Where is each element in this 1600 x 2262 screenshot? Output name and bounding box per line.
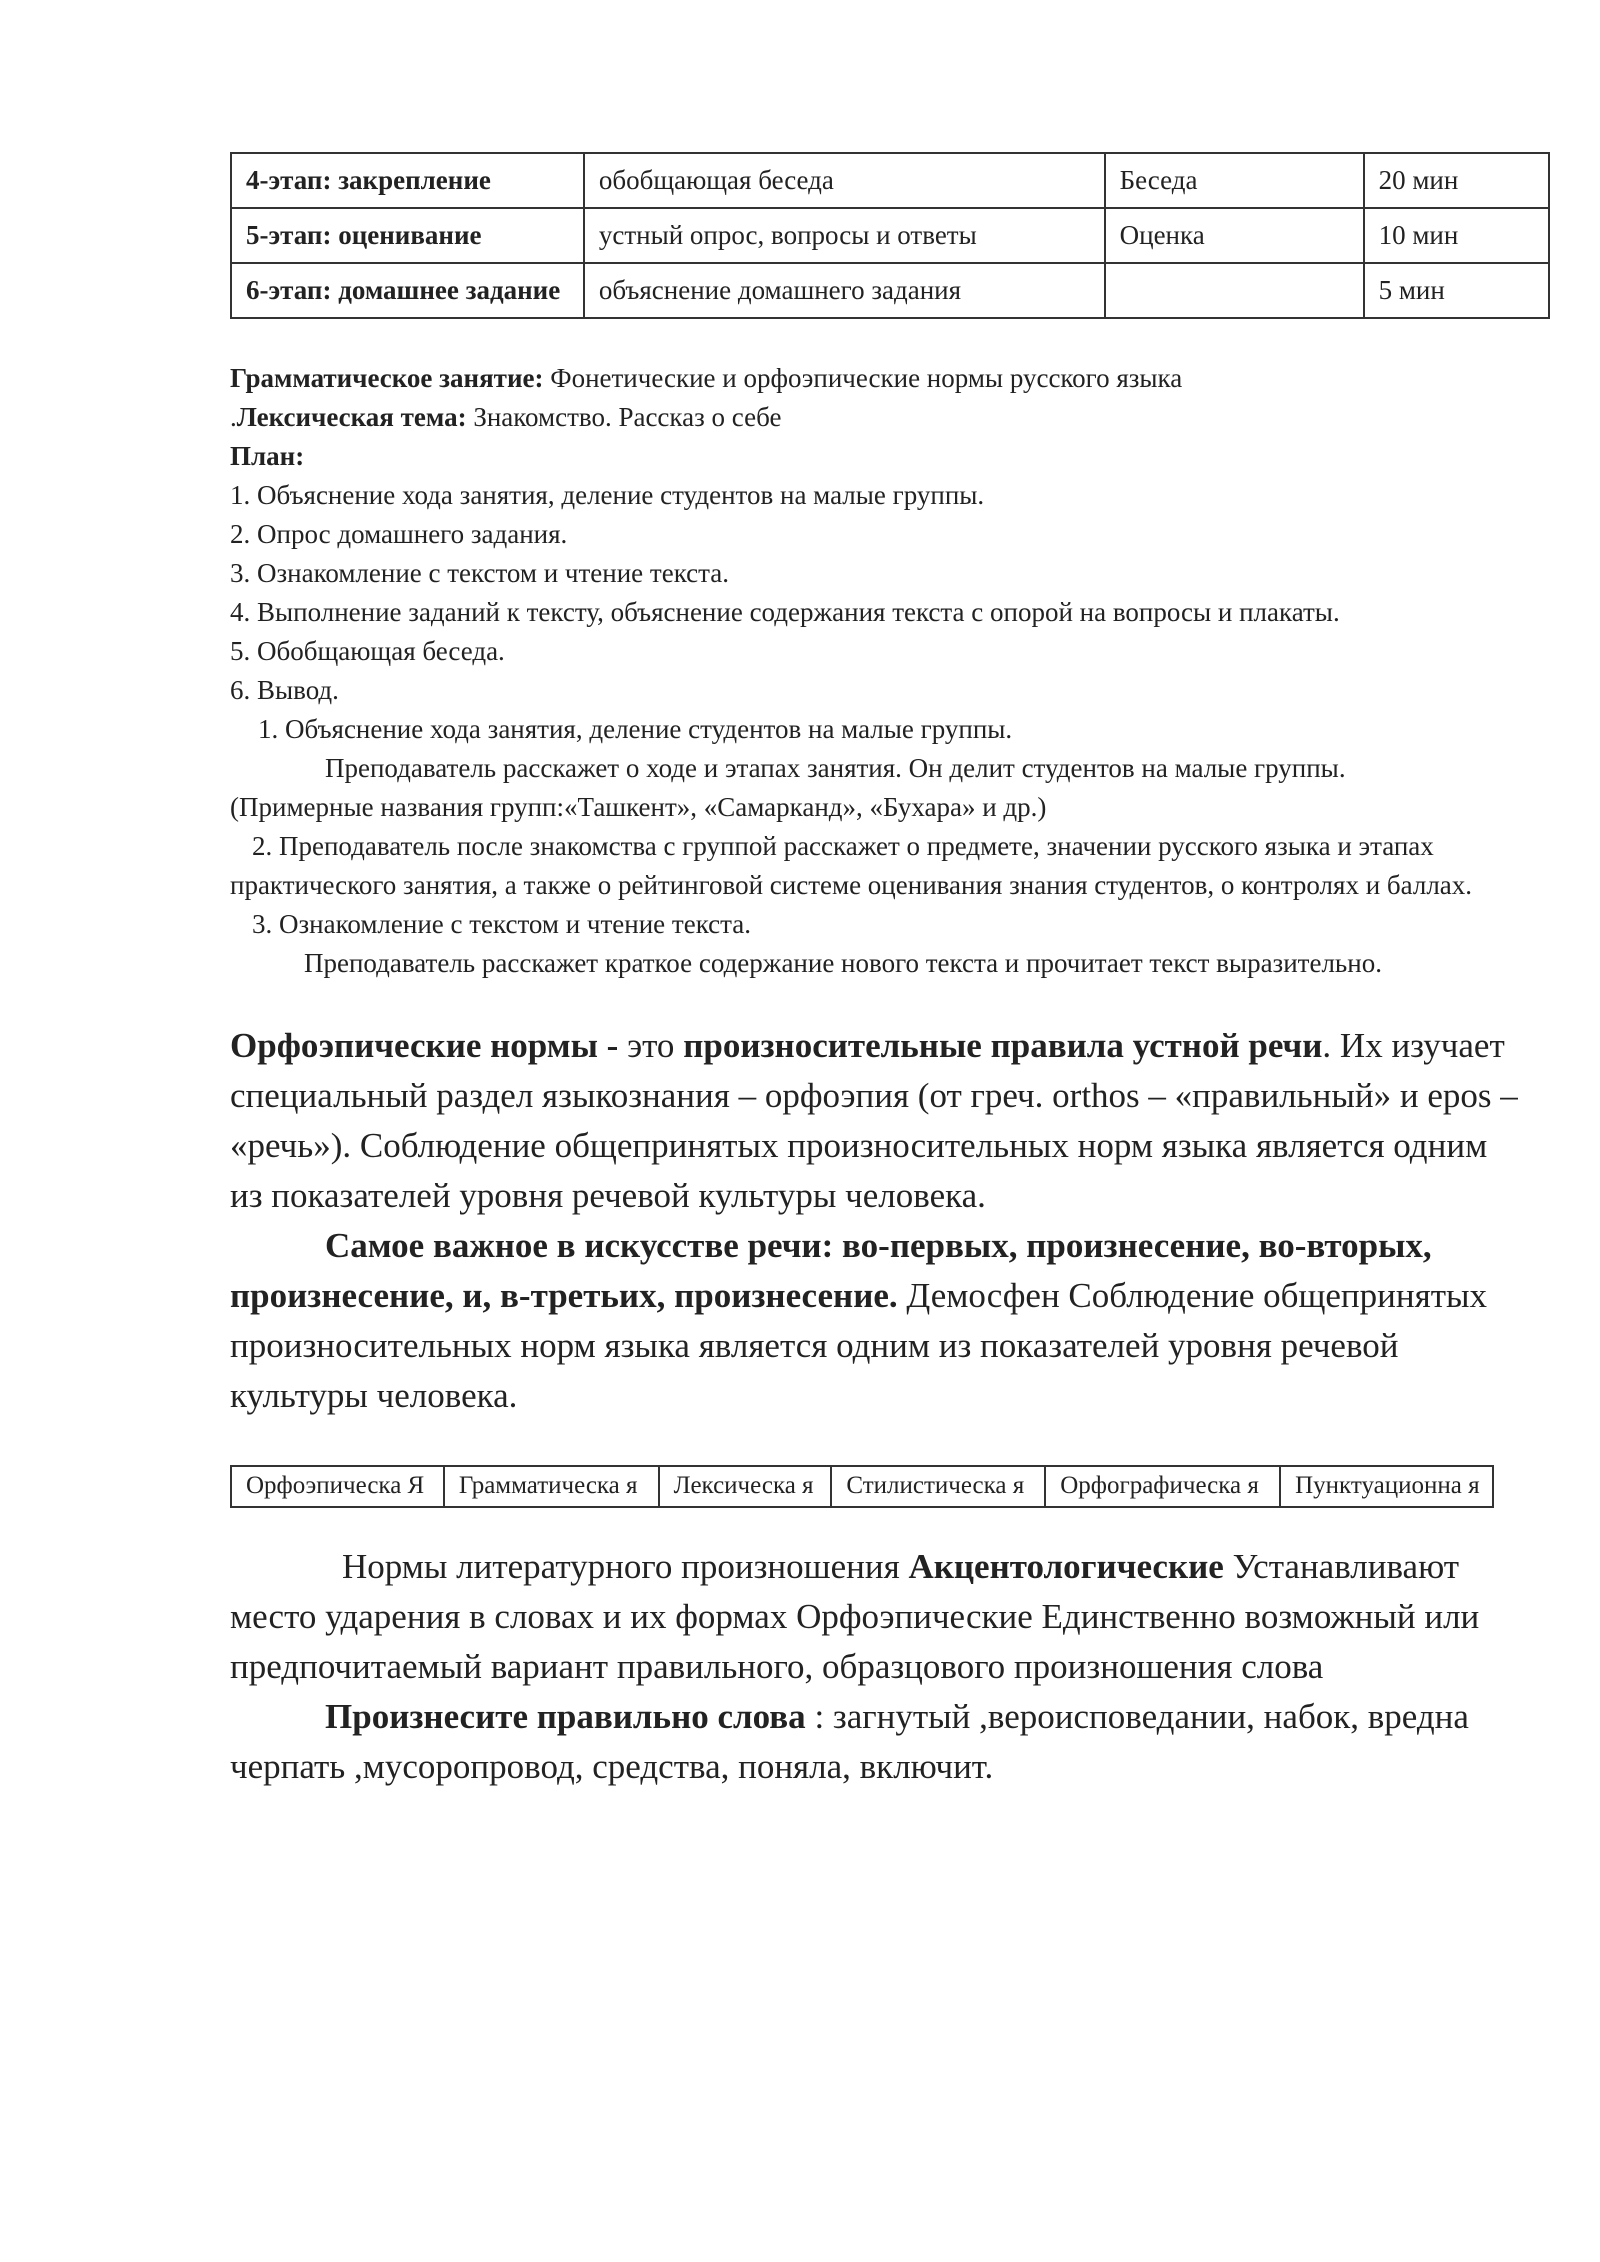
orthoepy-section — [230, 1021, 1520, 1421]
table-row — [231, 263, 1549, 318]
pronunciation-section — [230, 1542, 1520, 1792]
norm-cell: Лексическа я — [659, 1466, 832, 1507]
plan-item: 3. Ознакомление с текстом и чтение текста. — [230, 558, 729, 588]
activity-cell: обобщающая беседа — [584, 153, 1105, 208]
stage-cell: 6-этап: домашнее задание — [231, 263, 584, 318]
demosthenes-quote: Самое важное в искусстве речи: во-первых, произнесение, во-вторых, произнесение, и, в-третьих, произнесение. Демосфен Соблюдение общепринятых произносительных норм языка является одним из показателей уровня речевой культуры человека. — [230, 1226, 1488, 1415]
stage-cell: 4-этап: закрепление — [231, 153, 584, 208]
plan-item: 6. Вывод. — [230, 675, 339, 705]
lexical-topic: .Лексическая тема: Знакомство. Рассказ о себе — [230, 402, 782, 432]
plan-item: 4. Выполнение заданий к тексту, объяснение содержания текста с опорой на вопросы и плакаты. — [230, 597, 1340, 627]
plan-item: 2. Опрос домашнего задания. — [230, 519, 568, 549]
time-cell: 10 мин — [1364, 208, 1549, 263]
lesson-plan-section — [230, 359, 1550, 983]
plan-item: 1. Объяснение хода занятия, деление студентов на малые группы. — [230, 480, 985, 510]
step3-text: Преподаватель расскажет краткое содержание нового текста и прочитает текст выразительно. — [304, 948, 1382, 978]
pronunciation-norms: Нормы литературного произношения Акцентологические Устанавливают место ударения в словах и их формах Орфоэпические Единственно возможный или предпочитаемый вариант правильного, образцового произношения слова — [230, 1547, 1480, 1686]
activity-cell: объяснение домашнего задания — [584, 263, 1105, 318]
orthoepy-definition: Орфоэпические нормы - это произносительные правила устной речи. Их изучает специальный раздел языкознания – орфоэпия (от греч. orthos – «правильный» и epos – «речь»). Соблюдение общепринятых произносительных норм языка является одним из показателей уровня речевой культуры человека. — [230, 1026, 1518, 1215]
time-cell: 5 мин — [1364, 263, 1549, 318]
pronunciation-task: Произнесите правильно слова : загнутый ,вероисповедании, набок, вредна черпать ,мусоропровод, средства, поняла, включит. — [230, 1697, 1469, 1786]
lesson-stages-table — [230, 152, 1550, 319]
step3-title: 3. Ознакомление с текстом и чтение текста. — [252, 909, 751, 939]
table-row — [231, 1466, 1493, 1507]
step1-groups: (Примерные названия групп:«Ташкент», «Самарканд», «Бухара» и др.) — [230, 792, 1047, 822]
norms-types-table — [230, 1465, 1494, 1508]
form-cell — [1105, 263, 1364, 318]
stage-cell: 5-этап: оценивание — [231, 208, 584, 263]
plan-item: 5. Обобщающая беседа. — [230, 636, 505, 666]
norm-cell: Орфоэпическа Я — [231, 1466, 444, 1507]
norm-cell: Пунктуационна я — [1280, 1466, 1493, 1507]
norm-cell: Орфографическа я — [1045, 1466, 1280, 1507]
document-page — [230, 152, 1550, 1792]
plan-heading: План: — [230, 441, 305, 471]
table-row — [231, 208, 1549, 263]
norm-cell: Грамматическа я — [444, 1466, 659, 1507]
step1-title: 1. Объяснение хода занятия, деление студентов на малые группы. — [258, 714, 1013, 744]
activity-cell: устный опрос, вопросы и ответы — [584, 208, 1105, 263]
step2-text: 2. Преподаватель после знакомства с группой расскажет о предмете, значении русского языка и этапах практического занятия, а также о рейтинговой системе оценивания знания студентов, о контролях и баллах. — [230, 831, 1473, 900]
form-cell: Беседа — [1105, 153, 1364, 208]
table-row — [231, 153, 1549, 208]
form-cell: Оценка — [1105, 208, 1364, 263]
grammar-topic: Грамматическое занятие: Фонетические и орфоэпические нормы русского языка — [230, 363, 1183, 393]
step1-text: Преподаватель расскажет о ходе и этапах занятия. Он делит студентов на малые группы. — [325, 753, 1346, 783]
time-cell: 20 мин — [1364, 153, 1549, 208]
norm-cell: Стилистическа я — [831, 1466, 1045, 1507]
